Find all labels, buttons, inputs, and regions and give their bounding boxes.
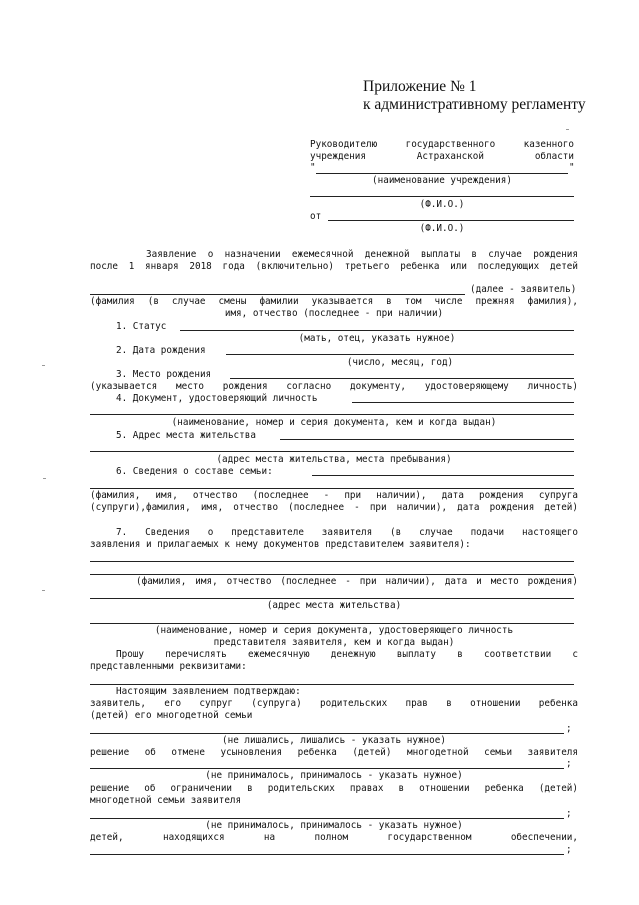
status-label: 1. Статус bbox=[116, 321, 167, 332]
org-name-field[interactable] bbox=[316, 173, 568, 174]
payment-details-field[interactable] bbox=[90, 684, 574, 685]
representative-hint-4: представителя заявителя, кем и когда выдан) bbox=[213, 637, 455, 648]
quote-open: " bbox=[310, 162, 316, 173]
confirm-3-field[interactable] bbox=[90, 818, 564, 819]
id-document-hint: (наименование, номер и серия документа, кем и когда выдан) bbox=[171, 417, 497, 428]
confirm-4-line-1: детей, находящихся на полном государственном обеспечении, bbox=[90, 832, 578, 843]
confirm-3-line-1: решение об ограничении в родительских правах в отношении ребенка (детей) bbox=[90, 783, 578, 794]
scan-speck bbox=[43, 478, 46, 479]
statement-title-line-1: Заявление о назначении ежемесячной денежной выплаты в случае рождения bbox=[146, 249, 578, 260]
birth-date-hint: (число, месяц, год) bbox=[346, 357, 454, 368]
confirm-2-line-1: решение об отмене усыновления ребенка (детей) многодетной семьи заявителя bbox=[90, 747, 578, 758]
confirm-3-semicolon: ; bbox=[566, 808, 572, 819]
applicant-fio-field[interactable] bbox=[328, 220, 574, 221]
scan-speck bbox=[42, 365, 45, 366]
confirm-intro: Настоящим заявлением подтверждаю: bbox=[116, 686, 301, 697]
address-hint: (адрес места жительства, места пребывания) bbox=[216, 454, 452, 465]
representative-hint-1: (фамилия, имя, отчество (последнее - при наличии), дата и место рождения) bbox=[136, 576, 578, 587]
confirm-4-semicolon: ; bbox=[566, 844, 572, 855]
scan-speck bbox=[42, 590, 45, 591]
representative-line-2: заявления и прилагаемых к нему документов представителем заявителя): bbox=[90, 539, 471, 550]
status-hint: (мать, отец, указать нужное) bbox=[298, 333, 456, 344]
representative-hint-3: (наименование, номер и серия документа, удостоверяющего личность bbox=[154, 625, 514, 636]
family-field-2[interactable] bbox=[90, 488, 574, 489]
representative-field-1[interactable] bbox=[90, 561, 574, 562]
confirm-1-line-2: (детей) его многодетной семьи bbox=[90, 710, 253, 721]
scan-speck bbox=[566, 129, 569, 130]
representative-field-3[interactable] bbox=[90, 598, 574, 599]
id-document-field-2[interactable] bbox=[90, 414, 574, 415]
representative-field-4[interactable] bbox=[90, 623, 574, 624]
statement-title-line-2: после 1 января 2018 года (включительно) третьего ребенка или последующих детей bbox=[90, 261, 578, 272]
addressee-line-2: учреждения Астраханской области bbox=[310, 151, 574, 162]
birth-place-hint: (указывается место рождения согласно документу, удостоверяющему личность) bbox=[90, 381, 578, 392]
representative-field-2[interactable] bbox=[90, 574, 574, 575]
applicant-hint-1: (фамилия (в случае смены фамилии указывается в том числе прежняя фамилия), bbox=[90, 296, 578, 307]
confirm-2-hint: (не принималось, принималось - указать нужное) bbox=[205, 770, 463, 781]
confirm-3-line-2: многодетной семьи заявителя bbox=[90, 795, 242, 806]
family-hint-1: (фамилия, имя, отчество (последнее - при наличии), дата рождения супруга bbox=[90, 490, 578, 501]
confirm-1-line-1: заявитель, его супруг (супруга) родительских прав в отношении ребенка bbox=[90, 698, 578, 709]
address-field-2[interactable] bbox=[90, 451, 574, 452]
confirm-3-hint: (не принималось, принималось - указать нужное) bbox=[205, 820, 463, 831]
confirm-1-hint: (не лишались, лишались - указать нужное) bbox=[222, 735, 446, 746]
applicant-suffix: (далее - заявитель) bbox=[470, 284, 577, 295]
confirm-1-field[interactable] bbox=[90, 733, 564, 734]
family-hint-2: (супруги),фамилия, имя, отчество (последнее - при наличии), дата рождения детей) bbox=[90, 502, 578, 513]
from-label: от bbox=[310, 211, 322, 222]
applicant-hint-2: имя, отчество (последнее - при наличии) bbox=[224, 308, 444, 319]
id-document-label: 4. Документ, удостоверяющий личность bbox=[116, 393, 318, 404]
birth-date-field[interactable] bbox=[226, 354, 574, 355]
applicant-fio-caption: (Ф.И.О.) bbox=[419, 223, 465, 234]
org-name-caption: (наименование учреждения) bbox=[372, 175, 512, 186]
payment-line-2: представленными реквизитами: bbox=[90, 661, 247, 672]
family-label: 6. Сведения о составе семьи: bbox=[116, 466, 273, 477]
addressee-line-1: Руководителю государственного казенного bbox=[310, 139, 574, 150]
payment-line-1: Прошу перечислять ежемесячную денежную выплату в соответствии с bbox=[116, 649, 578, 660]
status-field[interactable] bbox=[180, 330, 574, 331]
birth-place-field[interactable] bbox=[230, 378, 574, 379]
id-document-field[interactable] bbox=[352, 402, 574, 403]
address-field[interactable] bbox=[280, 439, 574, 440]
representative-line-1: 7. Сведения о представителе заявителя (в случае подачи настоящего bbox=[116, 527, 578, 538]
confirm-1-semicolon: ; bbox=[566, 723, 572, 734]
representative-hint-2: (адрес места жительства) bbox=[266, 600, 402, 611]
confirm-2-field[interactable] bbox=[90, 768, 564, 769]
address-label: 5. Адрес места жительства bbox=[116, 430, 256, 441]
regulation-subtitle: к административному регламенту bbox=[363, 96, 586, 113]
family-field[interactable] bbox=[312, 475, 574, 476]
quote-close: " bbox=[569, 162, 575, 173]
head-fio-field[interactable] bbox=[310, 196, 574, 197]
head-fio-caption: (Ф.И.О.) bbox=[419, 199, 465, 210]
birth-place-label: 3. Место рождения bbox=[116, 369, 212, 380]
confirm-2-semicolon: ; bbox=[566, 758, 572, 769]
applicant-name-field[interactable] bbox=[90, 294, 465, 295]
birth-date-label: 2. Дата рождения bbox=[116, 345, 206, 356]
appendix-title: Приложение № 1 bbox=[363, 78, 477, 95]
confirm-4-field[interactable] bbox=[90, 854, 564, 855]
